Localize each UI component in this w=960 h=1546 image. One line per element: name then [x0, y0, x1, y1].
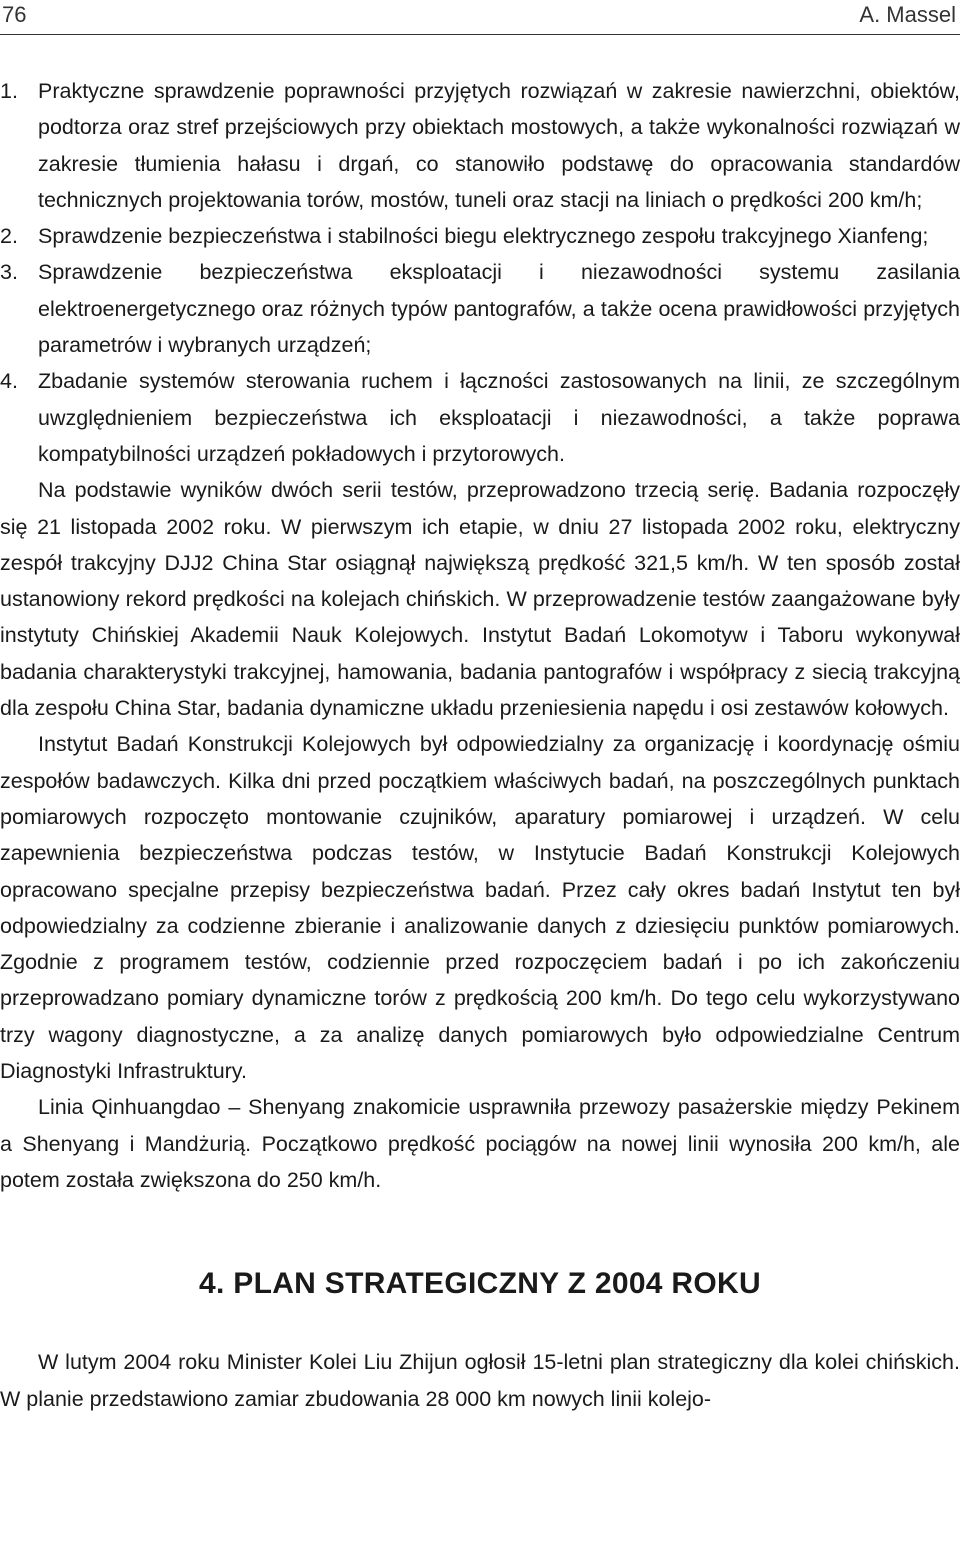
list-item — [0, 218, 960, 254]
list-item-text: Zbadanie systemów sterowania ruchem i łączności zastosowanych na linii, ze szczególnym uwzględnieniem bezpieczeństwa ich eksploatacji i niezawodności, a także poprawa kompatybilności urządzeń pokładowych i przytorowych. — [38, 369, 960, 466]
list-item-number: 2. — [0, 224, 18, 249]
paragraph: Linia Qinhuangdao – Shenyang znakomicie usprawniła przewozy pasażerskie między Pekinem a Shenyang i Mandżurią. Początkowo prędkość pociągów na nowej linii wynosiła 200 km/h, ale potem została zwiększona do 250 km/h. — [0, 1095, 960, 1192]
list-item-text: Praktyczne sprawdzenie poprawności przyjętych rozwiązań w zakresie nawierzchni, obiektów, podtorza oraz stref przejściowych przy obiektach mostowych, a także wykonalności rozwiązań w zakresie tłumienia hałasu i drgań, co stanowiło podstawę do opracowania standardów technicznych projektowania torów, mostów, tuneli oraz stacji na liniach o prędkości 200 km/h; — [38, 79, 960, 212]
list-item-text: Sprawdzenie bezpieczeństwa eksploatacji i niezawodności systemu zasilania elektroenergetycznego oraz różnych typów pantografów, a także ocena prawidłowości przyjętych parametrów i wybranych urządzeń; — [38, 260, 960, 358]
paragraph: Instytut Badań Konstrukcji Kolejowych był odpowiedzialny za organizację i koordynację ośmiu zespołów badawczych. Kilka dni przed początkiem właściwych badań, na poszczególnych punktach pomiarowych rozpoczęto montowanie czujników, aparatury pomiarowej i urządzeń. W celu zapewnienia bezpieczeństwa podczas testów, w Instytucie Badań Konstrukcji Kolejowych opracowano specjalne przepisy bezpieczeństwa badań. Przez cały okres badań Instytut ten był odpowiedzialny za codzienne zbieranie i analizowanie danych z dziesięciu punktów pomiarowych. Zgodnie z programem testów, codziennie przed rozpoczęciem badań i po ich zakończeniu przeprowadzano pomiary dynamiczne torów z prędkością 200 km/h. Do tego celu wykorzystywano trzy wagony diagnostyczne, a za analizę danych pomiarowych było odpowiedzialne Centrum Diagnostyki Infrastruktury. — [0, 732, 960, 1084]
page-number: 76 — [2, 2, 27, 27]
section-heading: 4. PLAN STRATEGICZNY Z 2004 ROKU — [199, 1267, 761, 1301]
section-paragraph: W lutym 2004 roku Minister Kolei Liu Zhijun ogłosił 15-letni plan strategiczny dla kolei chińskich. W planie przedstawiono zamiar zbudowania 28 000 km nowych linii kolejo- — [0, 1350, 960, 1411]
running-header-author: A. Massel — [859, 2, 956, 27]
list-item-text: Sprawdzenie bezpieczeństwa i stabilności biegu elektrycznego zespołu trakcyjnego Xianfeng; — [38, 224, 929, 249]
list-item-number: 3. — [0, 260, 18, 285]
header-rule — [0, 34, 960, 35]
running-header — [0, 0, 960, 36]
numbered-list — [0, 73, 960, 472]
body-text — [0, 73, 960, 1417]
paragraph: Na podstawie wyników dwóch serii testów, przeprowadzono trzecią serię. Badania rozpoczęły się 21 listopada 2002 roku. W pierwszym ich etapie, w dniu 27 listopada 2002 roku, elektryczny zespół trakcyjny DJJ2 China Star osiągnął największą prędkość 321,5 km/h. W ten sposób został ustanowiony rekord prędkości na kolejach chińskich. W przeprowadzenie testów zaangażowane były instytuty Chińskiej Akademii Nauk Kolejowych. Instytut Badań Lokomotyw i Taboru wykonywał badania charakterystyki trakcyjnej, hamowania, badania pantografów i współpracy z siecią trakcyjną dla zespołu China Star, badania dynamiczne układu przeniesienia napędu i osi zestawów kołowych. — [0, 478, 960, 721]
list-item — [0, 254, 960, 363]
list-item-number: 4. — [0, 369, 18, 394]
list-item — [0, 363, 960, 472]
list-item-number: 1. — [0, 79, 18, 103]
list-item — [0, 73, 960, 218]
